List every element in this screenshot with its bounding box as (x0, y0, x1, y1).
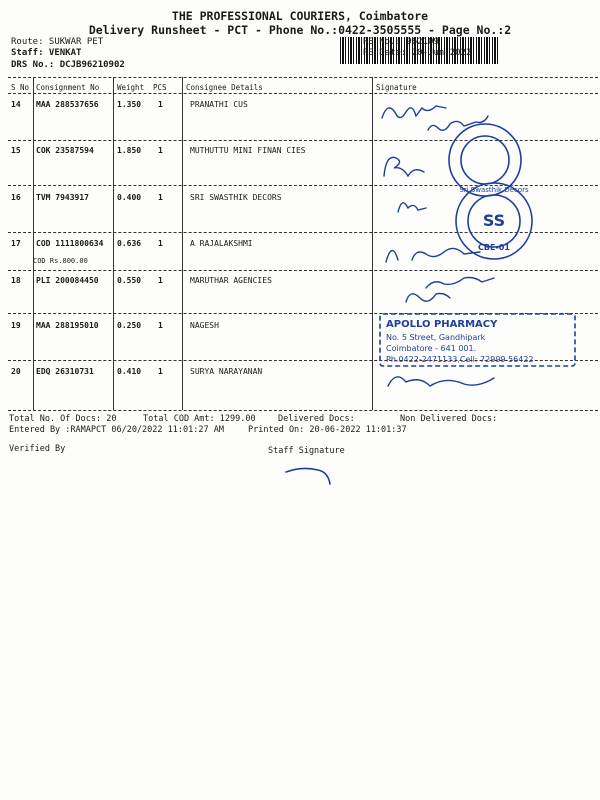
stamp-logo-text: SS (482, 211, 506, 230)
signature-scribble (382, 106, 446, 118)
rs-date: RS Date: 20-Jun-2022 (363, 48, 472, 58)
row-consignee: A RAJALAKSHMI (190, 239, 253, 248)
round-stamp-icon (461, 136, 509, 184)
row-consignment: COK 23587594 (36, 146, 94, 155)
row-sno: 18 (11, 276, 21, 285)
row-consignment: MAA 288195010 (36, 321, 99, 330)
total-docs: Total No. Of Docs: 20 (9, 414, 117, 424)
drs-number: DRS No.: DCJB96210902 (11, 60, 125, 70)
total-cod-amount: Total COD Amt: 1299.00 (143, 414, 256, 424)
col-header-signature: Signature (376, 83, 417, 92)
row-pcs: 1 (158, 276, 163, 285)
cod-amount-note: COD Rs.800.00 (33, 257, 88, 265)
row-weight: 0.636 (117, 239, 142, 248)
staff-signature-label: Staff Signature (268, 446, 345, 456)
row-consignee: PRANATHI CUS (190, 100, 248, 109)
col-header-sno: S No (11, 83, 30, 92)
col-header-pcs: PCS (153, 83, 167, 92)
row-consignee: SURYA NARAYANAN (190, 367, 263, 376)
staff-signature-mark (286, 468, 330, 484)
col-header-weight: Weight (117, 83, 145, 92)
row-sno: 14 (11, 100, 21, 109)
pharmacy-stamp-line: Ph.0422-2471133,Cell: 72999 56422 (386, 355, 534, 364)
signature-scribble (388, 377, 494, 386)
row-consignee: MARUTHAR AGENCIES (190, 276, 272, 285)
row-consignment: EDQ 26310731 (36, 367, 94, 376)
row-pcs: 1 (158, 146, 163, 155)
verified-by: Verified By (9, 444, 66, 454)
row-weight: 1.350 (117, 100, 142, 109)
row-weight: 0.400 (117, 193, 142, 202)
row-consignment: COD 1111800634 (36, 239, 104, 248)
row-weight: 1.850 (117, 146, 142, 155)
route-label: Route: SUKWAR PET (11, 37, 104, 47)
runsheet-subtitle: Delivery Runsheet - PCT - Phone No.:0422-3505555 - Page No.:2 (88, 23, 512, 37)
row-pcs: 1 (158, 193, 163, 202)
delivered-docs: Delivered Docs: (278, 414, 355, 424)
row-weight: 0.550 (117, 276, 142, 285)
stamp-code-text: CBE-01 (478, 243, 510, 252)
signature-scribble (386, 248, 480, 262)
rs-number: RS No.: 962109 (363, 37, 439, 47)
entered-by: Entered By :RAMAPCT 06/20/2022 11:01:27 AM (9, 425, 224, 435)
row-consignee: SRI SWASTHIK DECORS (190, 193, 282, 202)
row-weight: 0.250 (117, 321, 142, 330)
col-header-consignee: Consignee Details (186, 83, 263, 92)
row-sno: 17 (11, 239, 21, 248)
staff-label: Staff: VENKAT (11, 48, 82, 58)
row-pcs: 1 (158, 239, 163, 248)
row-sno: 20 (11, 367, 21, 376)
row-consignment: PLI 200084450 (36, 276, 99, 285)
row-consignee: MUTHUTTU MINI FINAN CIES (190, 146, 306, 155)
pharmacy-stamp-line: No. 5 Street, Gandhipark (386, 333, 486, 342)
signature-scribble (426, 278, 494, 289)
row-pcs: 1 (158, 100, 163, 109)
company-title: THE PROFESSIONAL COURIERS, Coimbatore (171, 9, 429, 23)
stamp-ring-text: Sri Swasthik Decors (459, 186, 529, 194)
row-consignee: NAGESH (190, 321, 219, 330)
row-consignment: TVM 7943917 (36, 193, 89, 202)
row-pcs: 1 (158, 321, 163, 330)
row-pcs: 1 (158, 367, 163, 376)
row-sno: 19 (11, 321, 21, 330)
signature-scribble (406, 294, 450, 303)
signature-scribble (398, 203, 426, 212)
non-delivered-docs: Non Delivered Docs: (400, 414, 498, 424)
row-sno: 16 (11, 193, 21, 202)
col-header-consignment: Consignment No (36, 83, 100, 92)
signature-scribble (428, 116, 488, 130)
row-consignment: MAA 288537656 (36, 100, 99, 109)
pharmacy-stamp-line: Coimbatore - 641 001. (386, 344, 477, 353)
signature-scribble (384, 157, 424, 176)
row-weight: 0.410 (117, 367, 142, 376)
row-sno: 15 (11, 146, 21, 155)
printed-on: Printed On: 20-06-2022 11:01:37 (248, 425, 407, 435)
pharmacy-stamp-title: APOLLO PHARMACY (386, 319, 498, 330)
